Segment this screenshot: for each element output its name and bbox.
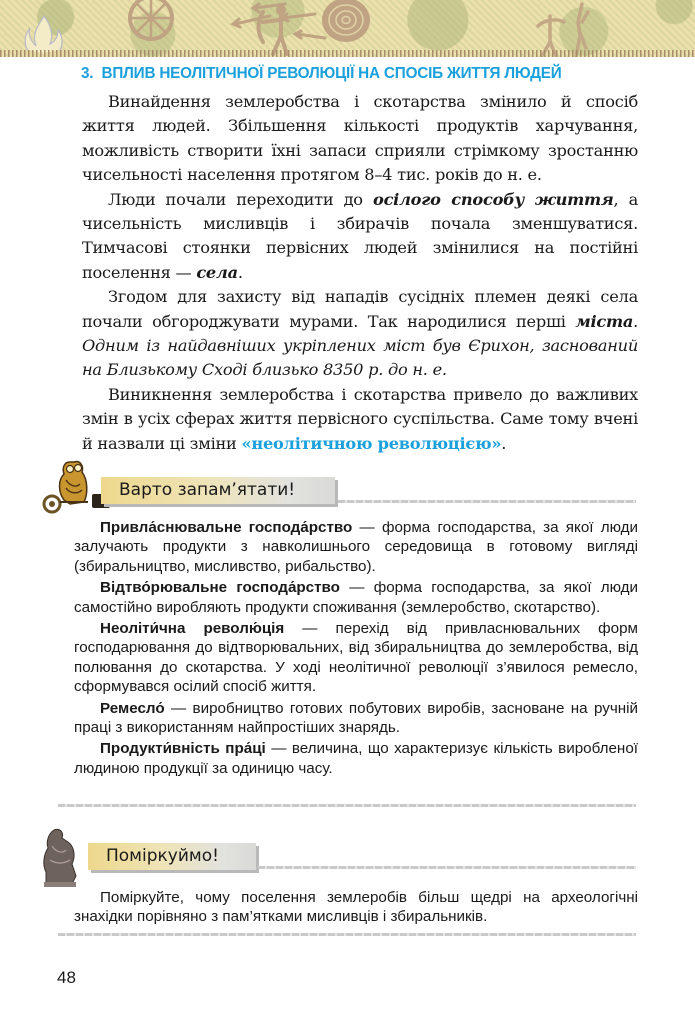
paragraph-3: Згодом для захисту від нападів сусідніх племен деякі села почали обгороджувати мурами. Так народилися перші міста. Одним із найдавніших укріплених міст був Єрихон, заснований на Близькому Сході близько 8350 р. до н. е.: [82, 287, 638, 380]
term-cities: міста: [575, 311, 634, 331]
thinker-statue-icon: [40, 826, 82, 888]
definition-item: Відтво́рювальне господа́рство — форма господарства, за якої люди самостійно виробляють продукти споживання (землеробство, скотарство).: [74, 579, 638, 616]
think-heading: Поміркуймо!: [88, 843, 256, 870]
section-title: [81, 65, 562, 83]
definition-term: Відтво́рювальне господа́рство: [100, 579, 340, 597]
section-title-text: ВПЛИВ НЕОЛІТИЧНОЇ РЕВОЛЮЦІЇ НА СПОСІБ ЖИТТЯ ЛЮДЕЙ: [101, 65, 562, 82]
definition-item: Неоліти́чна револю́ція — перехід від привласнювальних форм господарювання до відтворювальних, від збиральництва до землеробства, від полювання до скотарства. У ході неолітичної революції з’явилося ремесло, сформувався осілий спосіб життя.: [74, 620, 638, 696]
page-number: 48: [57, 968, 76, 987]
divider: [258, 866, 636, 869]
definition-term: Привла́снювальне господа́рство: [100, 519, 353, 536]
dancers-petroglyph-icon: [530, 2, 600, 57]
definitions-list: [74, 518, 638, 780]
divider: [58, 933, 636, 936]
banner-fringe: [0, 50, 695, 57]
wheel-petroglyph-icon: [126, 0, 176, 46]
definition-term: Неоліти́чна револю́ція: [100, 620, 285, 638]
think-question-text: Поміркуйте, чому поселення землеробів більш щедрі на археологічні знахідки порівняно з пам’ятками мисливців і збиральників.: [74, 889, 638, 926]
definition-term: Продукти́вність пра́ці: [100, 740, 266, 758]
term-neolithic-revolution: «неолітичною революцією»: [241, 433, 502, 453]
spiral-petroglyph-icon: [318, 0, 374, 48]
header-banner: [0, 0, 695, 57]
definition-item: Ремесло́ — виробництво готових побутових виробів, засноване на ручній праці з використанням найпростіших знарядь.: [74, 699, 638, 737]
section-number: 3.: [81, 65, 94, 82]
paragraph-4: Виникнення землеробства і скотарства привело до важливих змін в усіх сферах життя первісного суспільства. Саме тому вчені й назвали ці зміни «неолітичною революцією».: [82, 384, 638, 453]
main-text: [82, 90, 638, 456]
archer-petroglyph-icon: [255, 2, 295, 57]
definition-item: Продукти́вність пра́ці — величина, що характеризує кількість виробленої людиною продукції за одиницю часу.: [74, 740, 638, 777]
divider: [338, 500, 636, 503]
paragraph-2: Люди почали переходити до осілого способу життя, а чисельність мисливців і збирачів почала зменшуватися. Тимчасові стоянки первісних людей змінилися на постійні поселення — села.: [82, 189, 638, 282]
remember-heading: Варто запам’ятати!: [101, 477, 335, 504]
think-question: [74, 888, 638, 929]
definition-term: Ремесло́: [100, 699, 165, 717]
paragraph-1: Винайдення землеробства і скотарства змінило й спосіб життя людей. Збільшення кількості продуктів харчування, можливість створити їхні запаси сприяли стрімкому зростанню чисельності населення протягом 8–4 тис. років до н. е.: [82, 92, 638, 185]
term-villages: села: [196, 262, 238, 282]
definition-item: Привла́снювальне господа́рство — форма господарства, за якої люди залучають продукти з навколишнього середовища в готовому вигляді (збиральництво, мисливство, рибальство).: [74, 519, 638, 575]
term-sedentary-life: осілого способу життя: [373, 189, 614, 209]
divider: [58, 804, 636, 807]
